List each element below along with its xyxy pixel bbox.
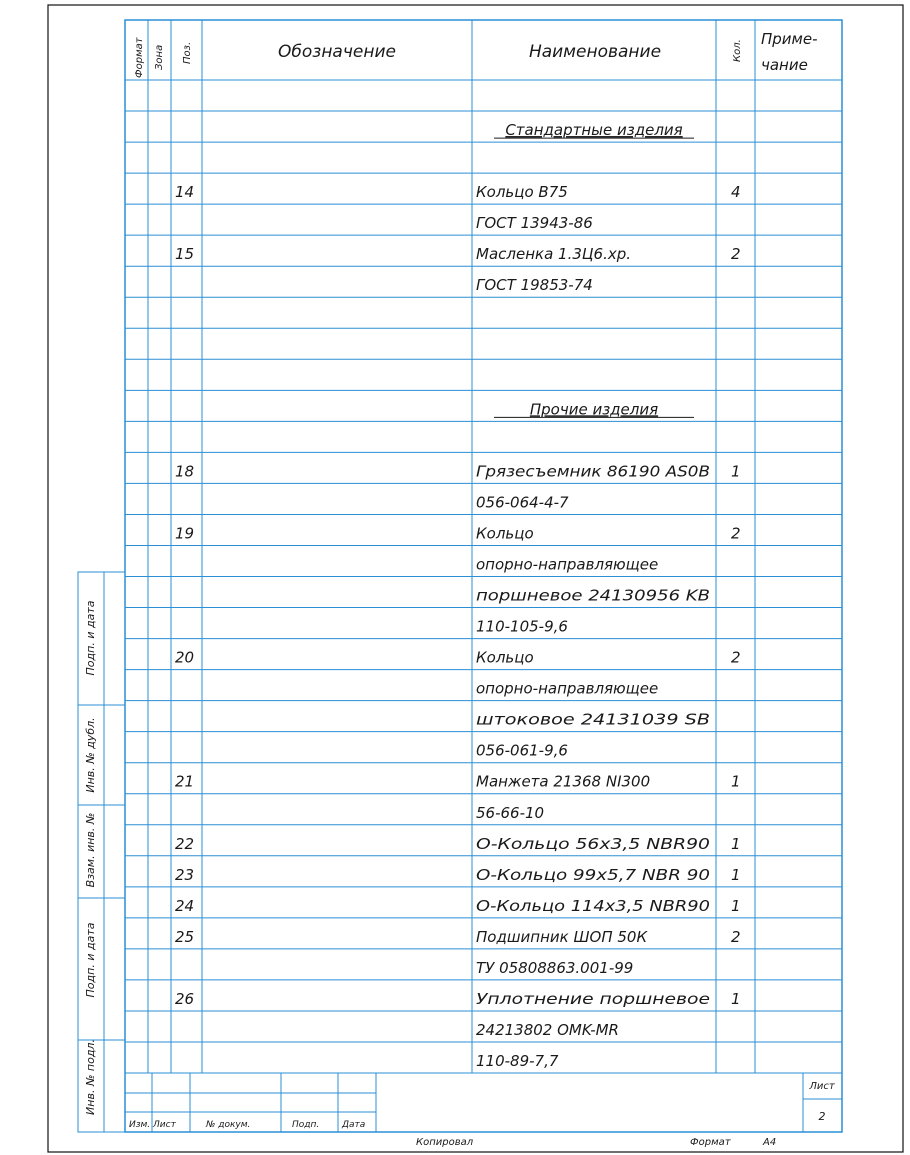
row-name: опорно-направляющее [476,555,659,574]
row-name: штоковое 24131039 SB [476,710,710,729]
row-name: поршневое 24130956 KB [476,586,710,605]
row-name: Кольцо [476,648,534,667]
header-name: Наименование [528,42,662,62]
row-name: Грязесъемник 86190 AS0B [476,462,710,481]
row-qty: 1 [731,989,741,1008]
row-name: опорно-направляющее [476,679,659,698]
title-block [129,1081,836,1130]
row-pos: 25 [175,927,195,946]
side-inv-dup: Инв. № дубл. [84,717,97,793]
table-row [175,835,741,853]
header-designation: Обозначение [278,42,396,62]
row-name: 056-064-4-7 [476,493,569,512]
row-qty: 1 [731,865,741,884]
stamp-doc-no: № докум. [206,1120,251,1130]
table-row [175,773,741,791]
row-name: 110-105-9,6 [476,617,568,636]
stamp-list: Лист [153,1120,176,1130]
table-row [476,587,710,605]
row-pos: 24 [175,896,195,915]
header-note-line1: Приме- [761,30,818,48]
footer-copied: Копировал [416,1137,474,1148]
row-name: ГОСТ 13943-86 [476,214,593,233]
footer-format-value: А4 [763,1137,777,1148]
row-name: 056-061-9,6 [476,741,568,760]
table-row [175,928,741,946]
table-row [476,276,593,294]
table-row [476,680,658,698]
table-row [175,245,741,263]
row-qty: 2 [731,648,741,667]
row-qty: 1 [731,834,741,853]
table-header [134,30,818,78]
table-row [476,1052,559,1070]
table-row [494,400,694,418]
table-row [175,897,741,915]
header-qty: Кол. [732,39,743,62]
stamp-sheet-number: 2 [818,1110,826,1123]
table-row [175,462,741,480]
stamp-date: Дата [342,1120,366,1130]
row-name: O-Кольцо 114x3,5 NBR90 [476,896,710,915]
row-pos: 21 [175,772,195,791]
section-title: Прочие изделия [529,400,659,419]
table-row [175,524,741,542]
row-name: ТУ 05808863.001-99 [476,958,634,977]
table-row [175,990,741,1008]
header-zone: Зона [154,44,165,70]
table-row [476,711,710,729]
row-pos: 18 [175,462,195,481]
side-sign-date-bottom: Подп. и дата [84,922,97,998]
table-rows [175,121,741,1070]
row-name: Манжета 21368 NI300 [476,772,651,791]
row-pos: 20 [175,648,195,667]
table-row [476,214,593,232]
row-qty: 2 [731,927,741,946]
row-pos: 26 [175,989,195,1008]
row-name: Кольцо [476,524,534,543]
stamp-sheet-label: Лист [809,1081,835,1092]
table-row [476,804,544,822]
row-name: O-Кольцо 56x3,5 NBR90 [476,834,710,853]
table-row [476,618,568,636]
row-name: Подшипник ШОП 50К [476,927,648,946]
row-qty: 2 [731,524,741,543]
header-pos: Поз. [182,41,193,64]
side-sign-date-top: Подп. и дата [84,600,97,676]
table-row [175,183,741,201]
side-inv-replace: Взам. инв. № [84,812,97,888]
side-labels [84,600,97,1115]
table-row [175,866,741,884]
row-qty: 1 [731,896,741,915]
table-grid [125,20,842,1073]
row-name: 110-89-7,7 [476,1052,559,1070]
header-format: Формат [134,37,145,78]
row-qty: 1 [731,462,741,481]
row-name: 24213802 OMK-MR [476,1020,619,1039]
row-name: Кольцо В75 [476,183,568,202]
row-name: Масленка 1.3Ц6.хр. [476,245,632,264]
row-name: Уплотнение поршневое [476,989,710,1008]
row-pos: 22 [175,834,195,853]
row-name: O-Кольцо 99x5,7 NBR 90 [476,865,710,884]
row-qty: 1 [731,772,741,791]
header-note-line2: чание [761,56,808,74]
stamp-izm: Изм. [129,1120,151,1130]
table-row [476,556,658,574]
table-row [476,742,568,760]
table-row [494,121,694,139]
row-pos: 14 [175,183,195,202]
row-name: ГОСТ 19853-74 [476,276,593,295]
table-row [175,649,741,667]
table-row [476,493,569,511]
footer-format-label: Формат [690,1137,731,1148]
row-pos: 19 [175,524,195,543]
row-qty: 2 [731,245,741,264]
footer [416,1137,776,1148]
row-pos: 15 [175,245,195,264]
row-pos: 23 [175,865,195,884]
table-row [476,959,633,977]
table-row [476,1021,619,1039]
side-inv-orig: Инв. № подл. [84,1039,97,1115]
row-name: 56-66-10 [476,803,545,822]
row-qty: 4 [731,183,741,202]
section-title: Стандартные изделия [505,121,683,140]
stamp-podp: Подп. [292,1120,320,1130]
